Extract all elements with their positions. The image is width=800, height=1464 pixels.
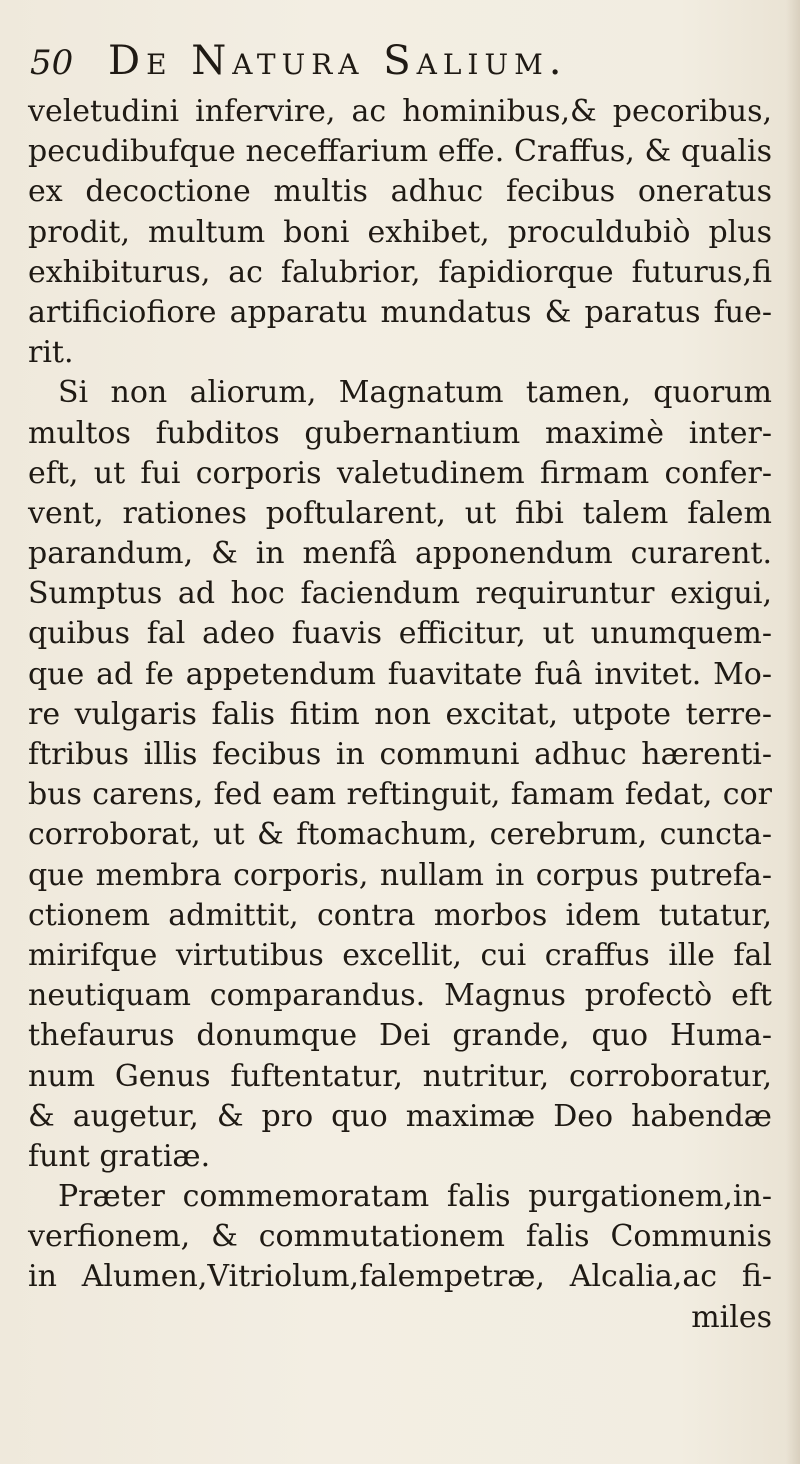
- text-line: re vulgaris falis fitim non excitat, utpote terre-: [28, 696, 772, 732]
- text-line: quibus fal adeo fuavis efficitur, ut unumquem-: [28, 616, 772, 652]
- text-line: in Alumen,Vitriolum,falempetræ, Alcalia,ac fi-: [28, 1259, 772, 1295]
- paragraph-start-line: Præter commemoratam falis purgationem,in-: [58, 1179, 772, 1215]
- text-line: thefaurus donumque Dei grande, quo Huma-: [28, 1018, 772, 1054]
- text-line: vent, rationes poftularent, ut fibi talem falem: [28, 495, 772, 531]
- text-line: miles: [691, 1299, 772, 1335]
- text-line: & augetur, & pro quo maximæ Deo habendæ: [28, 1098, 772, 1134]
- text-line: veletudini infervire, ac hominibus,& pecoribus,: [28, 94, 772, 129]
- text-line: multos fubditos gubernantium maximè inter-: [28, 415, 772, 451]
- page-header: [30, 38, 770, 96]
- text-line: funt gratiæ.: [28, 1138, 211, 1174]
- text-line: verfionem, & commutationem falis Communis: [28, 1219, 772, 1255]
- text-line: que membra corporis, nullam in corpus putrefa-: [28, 857, 772, 893]
- text-line: neutiquam comparandus. Magnus profectò eft: [28, 978, 772, 1014]
- text-line: artificiofiore apparatu mundatus & paratus fue-: [28, 294, 772, 330]
- text-line: ftribus illis fecibus in communi adhuc hærenti-: [28, 737, 772, 772]
- text-line: exhibiturus, ac falubrior, fapidiorque futurus,fi: [28, 254, 772, 290]
- text-line: parandum, & in menfâ apponendum curarent.: [28, 536, 772, 572]
- text-line: que ad fe appetendum fuavitate fuâ invitet. Mo-: [28, 656, 772, 692]
- text-line: mirifque virtutibus excellit, cui craffus ille fal: [28, 937, 772, 973]
- text-line: eft, ut fui corporis valetudinem firmam confer-: [28, 455, 772, 491]
- text-line: prodit, multum boni exhibet, proculdubiò plus: [28, 214, 772, 250]
- text-line: Sumptus ad hoc faciendum requiruntur exigui,: [28, 576, 772, 612]
- page-edge-shadow: [786, 0, 800, 1464]
- page-number: 50: [30, 43, 74, 83]
- text-line: ctionem admittit, contra morbos idem tutatur,: [28, 897, 772, 933]
- text-line: ex decoctione multis adhuc fecibus oneratus: [28, 174, 772, 210]
- body-text: [28, 92, 772, 1338]
- text-line: bus carens, fed eam reftinguit, famam fedat, cor: [28, 777, 772, 813]
- text-line: corroborat, ut & ftomachum, cerebrum, cuncta-: [28, 817, 772, 853]
- text-line: rit.: [28, 335, 74, 371]
- paragraph-start-line: Si non aliorum, Magnatum tamen, quorum: [58, 375, 772, 411]
- running-title: De Natura Salium.: [108, 38, 568, 84]
- text-line: pecudibufque neceffarium effe. Craffus, & qualis: [28, 134, 772, 170]
- text-line: num Genus fuftentatur, nutritur, corroboratur,: [28, 1058, 772, 1094]
